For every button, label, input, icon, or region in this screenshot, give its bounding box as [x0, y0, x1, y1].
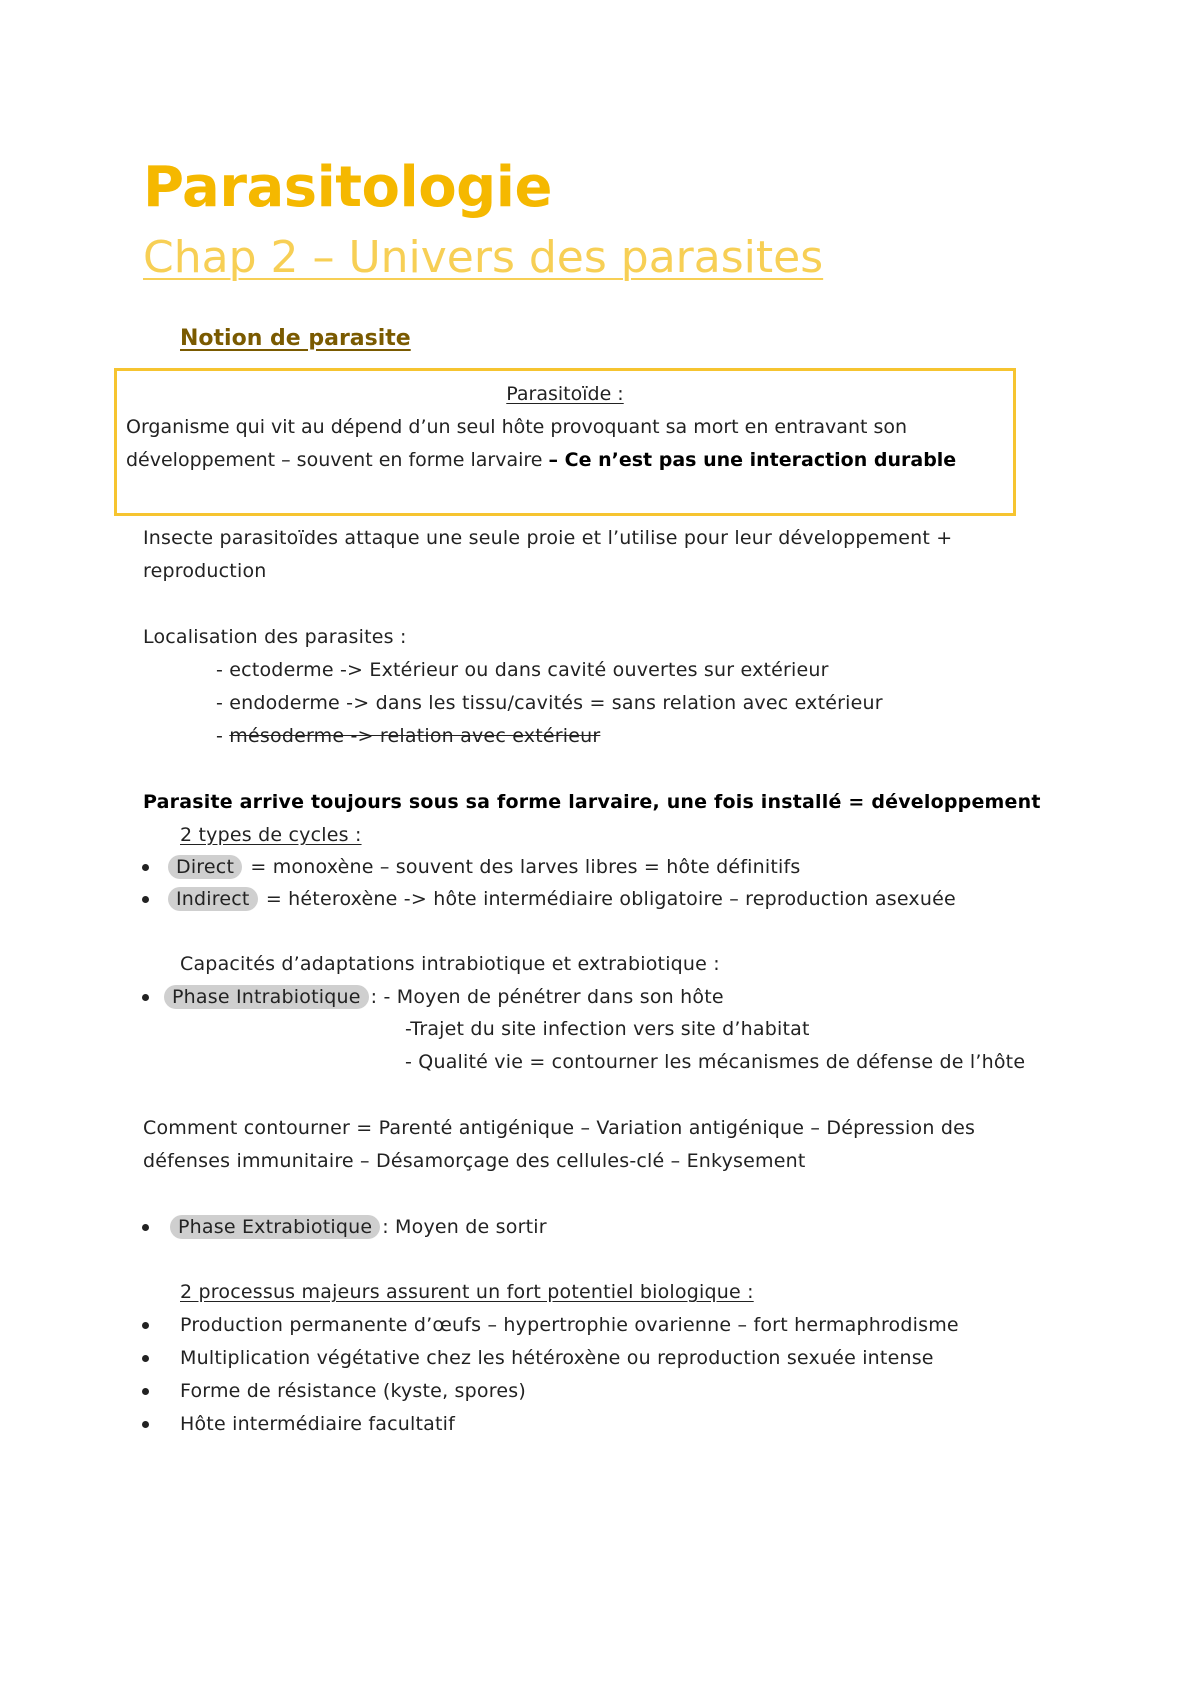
bullet-icon [142, 896, 149, 903]
localisation-item: - endoderme -> dans les tissu/cavités = sans relation avec extérieur [216, 692, 883, 714]
highlight-term: Direct [168, 855, 242, 879]
definition-line-2-bold: – Ce n’est pas une interaction durable [548, 449, 957, 471]
adaptations-title: Capacités d’adaptations intrabiotique et extrabiotique : [180, 953, 720, 975]
localisation-dash: - [216, 725, 230, 747]
bullet-icon [142, 1388, 149, 1395]
processes-title: 2 processus majeurs assurent un fort potentiel biologique : [180, 1281, 754, 1303]
localisation-item-struck [216, 725, 600, 747]
intra-line: - Qualité vie = contourner les mécanismes de défense de l’hôte [405, 1051, 1026, 1073]
highlight-term: Phase Extrabiotique [170, 1215, 380, 1239]
chapter-subtitle: Chap 2 – Univers des parasites [143, 232, 824, 283]
process-item: Forme de résistance (kyste, spores) [180, 1380, 526, 1402]
bullet-icon [142, 864, 149, 871]
phase-extrabiotique [170, 1215, 547, 1239]
extra-text: : Moyen de sortir [382, 1216, 547, 1238]
process-item: Multiplication végétative chez les hétéroxène ou reproduction sexuée intense [180, 1347, 934, 1369]
highlight-term: Indirect [168, 887, 258, 911]
intra-line: -Trajet du site infection vers site d’habitat [405, 1018, 810, 1040]
bullet-icon [142, 1322, 149, 1329]
process-item: Hôte intermédiaire facultatif [180, 1413, 456, 1435]
cycle-item-indirect [168, 887, 956, 911]
evade-line-1: Comment contourner = Parenté antigénique – Variation antigénique – Dépression des [143, 1117, 976, 1139]
highlight-term: Phase Intrabiotique [164, 985, 369, 1009]
evade-line-2: défenses immunitaire – Désamorçage des cellules-clé – Enkysement [143, 1150, 806, 1172]
localisation-title: Localisation des parasites : [143, 626, 407, 648]
definition-line-2 [126, 449, 956, 471]
phase-intrabiotique [164, 985, 724, 1009]
bullet-icon [142, 1355, 149, 1362]
intra-line: : - Moyen de pénétrer dans son hôte [370, 986, 724, 1008]
cycles-title: 2 types de cycles : [180, 824, 362, 846]
definition-line-1: Organisme qui vit au dépend d’un seul hôte provoquant sa mort en entravant son [126, 416, 908, 438]
page-title: Parasitologie [143, 155, 552, 220]
definition-line-2-normal: développement – souvent en forme larvaire [126, 449, 549, 471]
insects-paragraph-line-2: reproduction [143, 560, 267, 582]
bullet-icon [142, 1224, 149, 1231]
cycle-item-text: = héteroxène -> hôte intermédiaire obligatoire – reproduction asexuée [259, 888, 956, 910]
insects-paragraph-line-1: Insecte parasitoïdes attaque une seule proie et l’utilise pour leur développement + [143, 527, 953, 549]
localisation-item: - ectoderme -> Extérieur ou dans cavité ouvertes sur extérieur [216, 659, 829, 681]
cycle-item-text: = monoxène – souvent des larves libres = hôte définitifs [244, 856, 801, 878]
definition-title: Parasitoïde : [506, 383, 624, 405]
localisation-struck-text: mésoderme -> relation avec extérieur [229, 725, 601, 747]
section-heading: Notion de parasite [180, 326, 411, 351]
bullet-icon [142, 1421, 149, 1428]
bullet-icon [142, 994, 149, 1001]
process-item: Production permanente d’œufs – hypertrophie ovarienne – fort hermaphrodisme [180, 1314, 959, 1336]
larval-statement: Parasite arrive toujours sous sa forme larvaire, une fois installé = développement [143, 791, 1041, 813]
cycle-item-direct [168, 855, 801, 879]
definition-box [114, 368, 1016, 516]
